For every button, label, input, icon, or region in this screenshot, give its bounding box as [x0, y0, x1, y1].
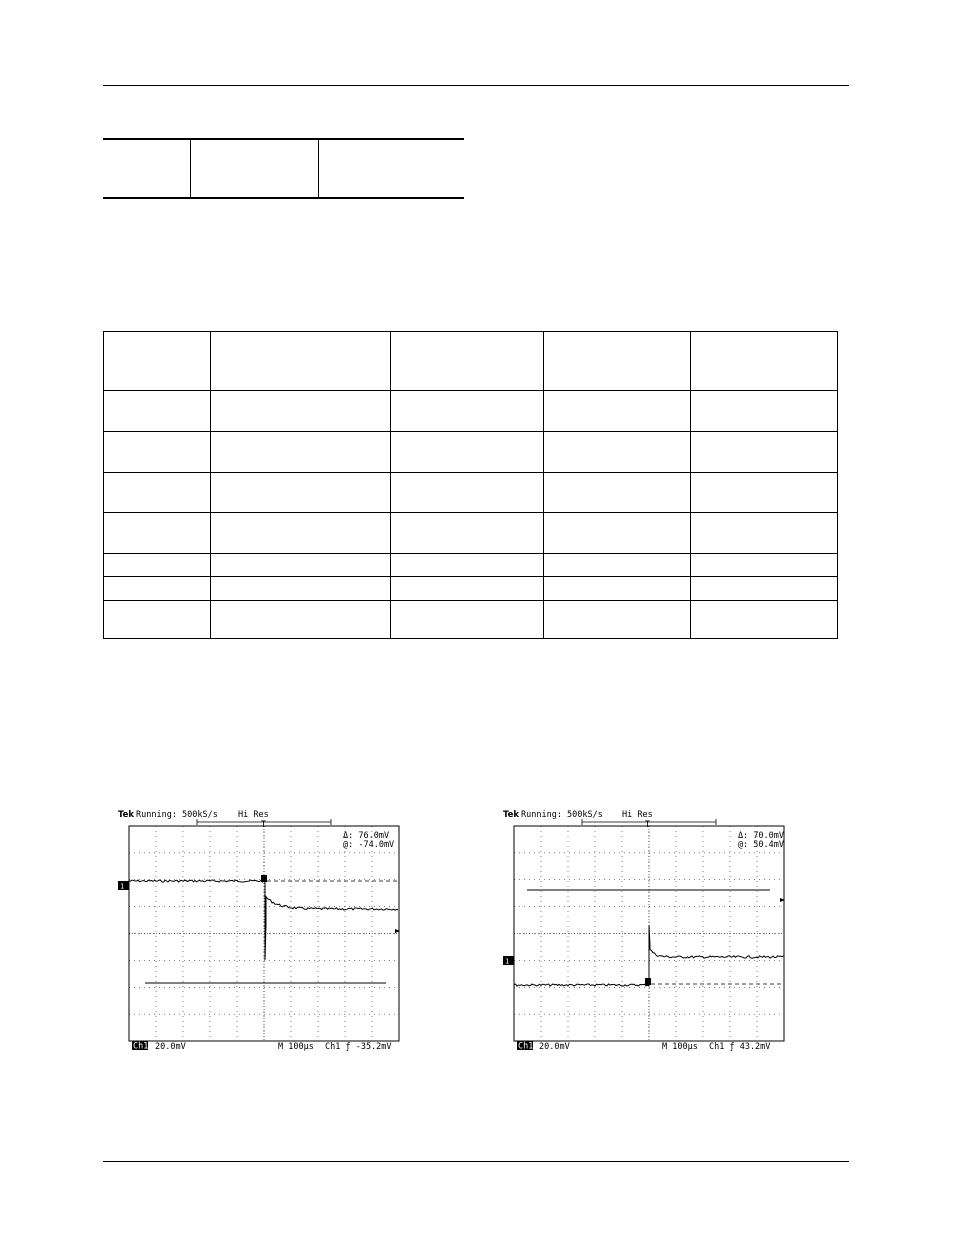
table-cell: [391, 601, 544, 639]
table-cell: [691, 391, 838, 432]
ch1-badge-label: Ch1: [518, 1041, 534, 1052]
waveform-trace: [514, 925, 784, 986]
table-cell: [544, 601, 691, 639]
table-cell: [104, 577, 211, 601]
table-cell: [391, 432, 544, 473]
ch1-marker-label: 1: [505, 957, 510, 966]
header-rule: [103, 85, 849, 86]
table-cell: [211, 554, 391, 577]
table-cell: [211, 332, 391, 391]
scope-at: @: 50.4mV: [737, 840, 784, 850]
waveform-trace: [129, 880, 398, 960]
scope-graticule: [129, 826, 399, 1041]
table-cell: [691, 513, 838, 554]
table-header-row: [104, 332, 838, 391]
oscilloscope-left: [115, 805, 405, 1055]
table-cell: [104, 513, 211, 554]
table-cell: [104, 554, 211, 577]
table-cell: [104, 432, 211, 473]
table-row: [104, 554, 838, 577]
scope-timebase: M 100µs: [662, 1042, 698, 1052]
oscilloscope-right: [500, 805, 790, 1055]
main-table: [103, 331, 838, 639]
scope-mode: Hi Res: [238, 810, 269, 820]
table-row: [104, 601, 838, 639]
table-row: [104, 513, 838, 554]
small-table: [103, 138, 464, 199]
table-cell: [691, 473, 838, 513]
table-row: [103, 139, 464, 198]
table-cell: [391, 473, 544, 513]
table-cell: [103, 139, 190, 198]
table-cell: [544, 473, 691, 513]
table-cell: [104, 601, 211, 639]
scope-ch-scale: 20.0mV: [539, 1042, 570, 1052]
table-cell: [544, 332, 691, 391]
table-row: [104, 432, 838, 473]
scope-trigger: Ch1 ƒ 43.2mV: [709, 1042, 771, 1052]
scope-status: Running: 500kS/s: [521, 810, 603, 820]
scope-brand: Tek: [503, 810, 520, 820]
table-cell: [691, 601, 838, 639]
table-cell: [391, 513, 544, 554]
table-cell: [691, 432, 838, 473]
table-cell: [318, 139, 464, 198]
ch1-marker-label: 1: [120, 882, 125, 891]
table-cell: [391, 554, 544, 577]
table-row: [104, 577, 838, 601]
scope-at: @: -74.0mV: [343, 840, 395, 850]
table-cell: [190, 139, 318, 198]
scope-delta: Δ: 70.0mV: [737, 831, 784, 841]
table-cell: [211, 601, 391, 639]
ch1-badge-label: Ch1: [133, 1041, 149, 1052]
scope-status: Running: 500kS/s: [136, 810, 218, 820]
table-cell: [211, 473, 391, 513]
scope-trig-pos: T: [645, 820, 651, 830]
table-cell: [691, 577, 838, 601]
scope-trig-pos: T: [261, 820, 267, 830]
table-cell: [391, 332, 544, 391]
table-cell: [104, 473, 211, 513]
scope-ch-scale: 20.0mV: [155, 1042, 186, 1052]
table-cell: [211, 432, 391, 473]
scope-trigger: Ch1 ƒ -35.2mV: [325, 1042, 392, 1052]
table-cell: [544, 554, 691, 577]
table-cell: [391, 391, 544, 432]
table-cell: [544, 391, 691, 432]
table-cell: [691, 554, 838, 577]
table-cell: [104, 391, 211, 432]
scope-brand: Tek: [118, 810, 135, 820]
table-cell: [544, 432, 691, 473]
table-cell: [691, 332, 838, 391]
scope-timebase: M 100µs: [278, 1042, 314, 1052]
table-cell: [211, 577, 391, 601]
scope-delta: Δ: 76.0mV: [343, 831, 390, 841]
scope-mode: Hi Res: [622, 810, 653, 820]
table-cell: [104, 332, 211, 391]
table-cell: [544, 577, 691, 601]
table-cell: [391, 577, 544, 601]
table-row: [104, 391, 838, 432]
table-cell: [211, 513, 391, 554]
footer-rule: [103, 1161, 849, 1162]
table-cell: [211, 391, 391, 432]
trigger-marker: [645, 978, 651, 985]
table-cell: [544, 513, 691, 554]
table-row: [104, 473, 838, 513]
